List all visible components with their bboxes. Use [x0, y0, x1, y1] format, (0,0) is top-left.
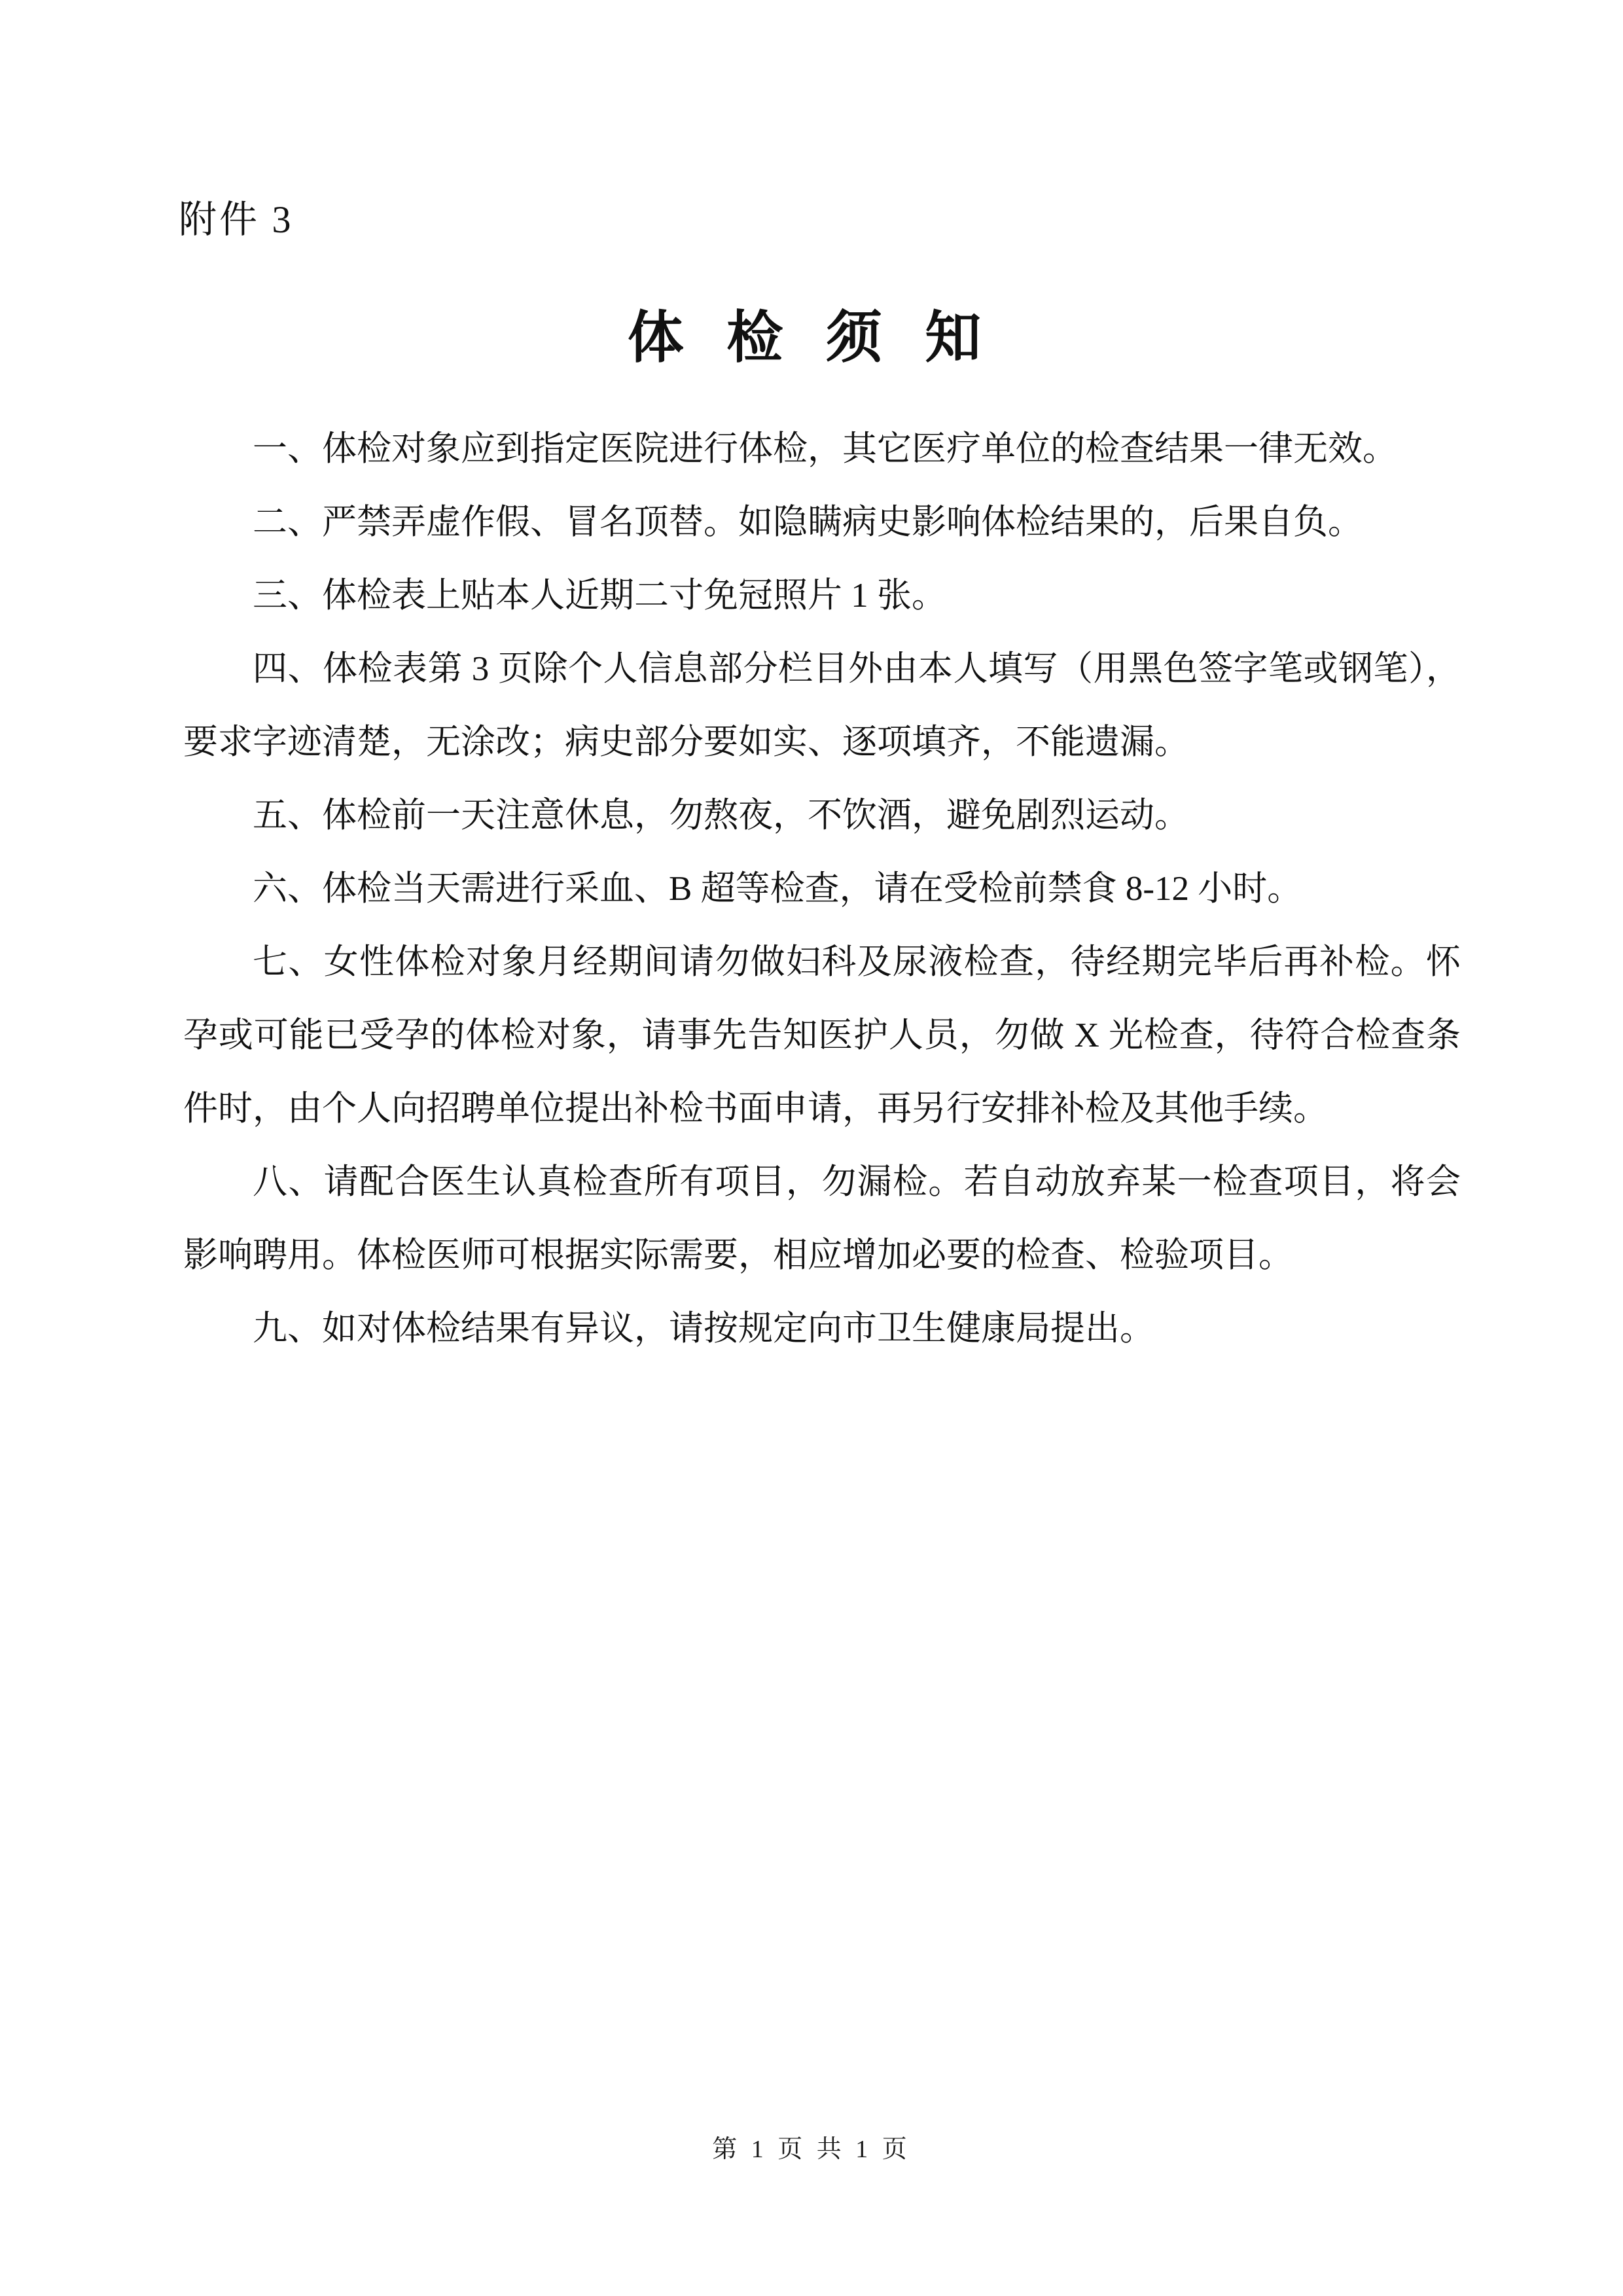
notice-paragraph-3: 三、体检表上贴本人近期二寸免冠照片 1 张。 — [253, 577, 946, 615]
notice-paragraph-4: 四、体检表第 3 页除个人信息部分栏目外由本人填写（用黑色签字笔或钢笔），要求字迹清楚，无涂改；病史部分要如实、逐项填齐，不能遗漏。 — [183, 650, 1461, 761]
notice-paragraph-9: 九、如对体检结果有异议，请按规定向市卫生健康局提出。 — [253, 1310, 1154, 1348]
page-title: 体 检 须 知 — [627, 306, 996, 369]
notice-paragraph-7: 七、女性体检对象月经期间请勿做妇科及尿液检查，待经期完毕后再补检。怀孕或可能已受孕的体检对象，请事先告知医护人员，勿做 X 光检查，待符合检查条件时，由个人向招聘单位提出补检书面申请，再另行安排补检及其他手续。 — [183, 943, 1461, 1128]
page-footer: 第 1 页 共 1 页 — [712, 2136, 911, 2163]
notice-paragraph-8: 八、请配合医生认真检查所有项目，勿漏检。若自动放弃某一检查项目，将会影响聘用。体检医师可根据实际需要，相应增加必要的检查、检验项目。 — [183, 1163, 1461, 1274]
notice-paragraph-1: 一、体检对象应到指定医院进行体检，其它医疗单位的检查结果一律无效。 — [253, 430, 1397, 468]
attachment-label: 附件 3 — [179, 198, 294, 241]
notice-paragraph-2: 二、严禁弄虚作假、冒名顶替。如隐瞒病史影响体检结果的，后果自负。 — [253, 503, 1363, 541]
notice-paragraph-5: 五、体检前一天注意休息，勿熬夜，不饮酒，避免剧烈运动。 — [253, 797, 1189, 834]
notice-body — [183, 412, 1461, 1365]
notice-paragraph-6: 六、体检当天需进行采血、B 超等检查，请在受检前禁食 8-12 小时。 — [253, 870, 1302, 908]
